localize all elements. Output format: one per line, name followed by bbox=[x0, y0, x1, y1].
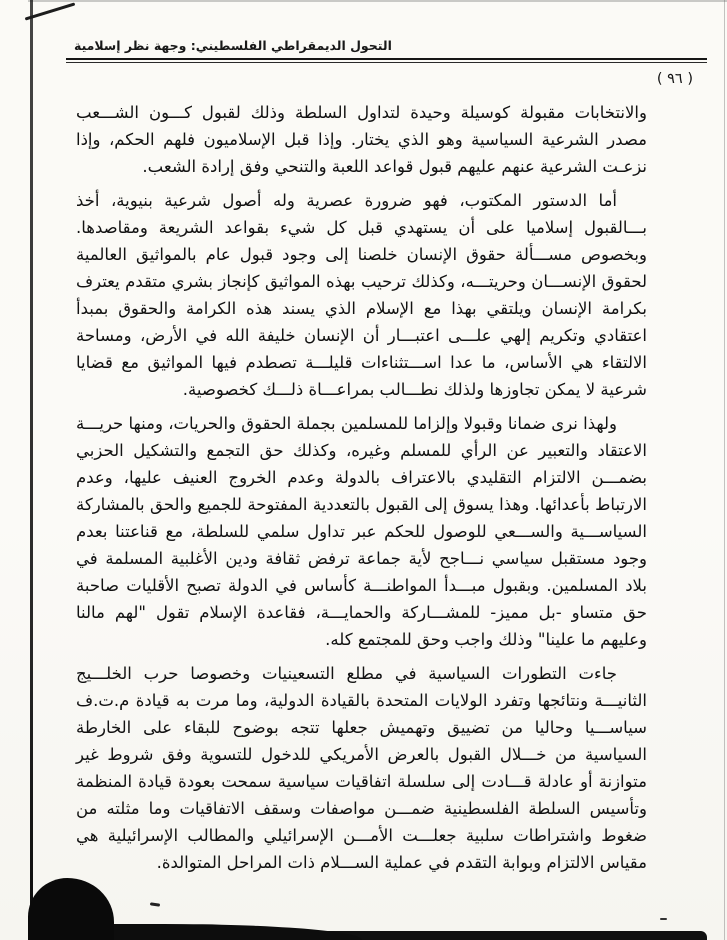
paragraph: ولهذا نرى ضمانا وقبولا وإلزاما للمسلمين بجملة الحقوق والحريات، ومنها حريـــة الاعتقاد والتعبير عن الرأي للمسلم وغيره، وكذلك حق التجمع والتشكيل الحزبي بضمـــن الالتزام التقليدي بالاعتراف بالدولة وعدم الخروج العنيف عليها، وعدم الارتباط بأعدائها. وهذا يسوق إلى القبول بالتعددية المفتوحة للجميع والحق بالمشاركة السياســـية والســـعي للوصول للحكم عبر تداول سلمي للسلطة، مع قناعتنا بعدم وجود مستقبل سياسي نـــاجح لأية جماعة ترفض ثقافة ودين الأغلبية المسلمة في بلاد المسلمين. وبقبول مبـــدأ المواطنـــة كأساس في الدولة تصبح الأقليات صاحبة حق متساو -بل مميز- للمشـــاركة والحمايـــة، فقاعدة الإسلام تقول "لهم مالنا وعليهم ما علينا" وذلك واجب وحق للمجتمع كله. bbox=[76, 414, 647, 649]
scan-artifact-top-edge bbox=[28, 0, 727, 2]
page-number: ( ٩٦ ) bbox=[656, 71, 693, 87]
running-header-title: التحول الديمقراطي الفلسطيني: وجهة نظر إسلامية bbox=[74, 38, 392, 53]
page-body bbox=[76, 99, 647, 890]
paragraph: أما الدستور المكتوب، فهو ضرورة عصرية وله أصول شرعية بنيوية، أخذ بـــالقبول إسلاميا على أن يستهدي قبل كل شيء بقواعد الشريعة ومقاصدها. وبخصوص مســـألة حقوق الإنسان خلصنا إلى وجود قبول عام بالمواثيق العالمية لحقوق الإنســـان وحريتـــه، وكذلك ترحيب بهذه المواثيق كإنجاز بشري متقدم يعترف بكرامة الإنسان ويلتقي بهذا مع الإسلام الذي يسند هذه الكرامة والحقوق بمبدأ اعتقادي وتكريم إلهي علـــى اعتبـــار أن الإنسان خليفة الله في الأرض، ومساحة الالتقاء هي الأساس، ما عدا اســـتثناءات قليلـــة تصطدم فيها المواثيق مع قضايا شرعية لا يمكن تجاوزها ولذلك نطـــالب بمراعـــاة ذلـــك كخصوصية. bbox=[76, 191, 647, 399]
scan-artifact-right-edge bbox=[724, 0, 725, 940]
paragraph: جاءت التطورات السياسية في مطلع التسعينيات وخصوصا حرب الخلـــيج الثانيـــة ونتائجها وتفرد الولايات المتحدة بالقيادة الدولية، وما مرت به قيادة م.ت.ف سياســـيا وحاليا من تضييق وتهميش جعلها تتجه بوضوح للبقاء على الخارطة السياسية من خـــلال القبول بالعرض الأمريكي للدخول للتسوية وفق شروط غير متوازنة أو عادلة قـــادت إلى سلسلة اتفاقيات سياسية سمحت بعودة قيادة المنظمة وتأسيس السلطة الفلسطينية ضمـــن مواصفات وسقف الاتفاقيات وما مثلته من ضغوط واشتراطات سلبية جعلـــت الأمـــن الإسرائيلي والمطالب الإسرائيلية هي مقياس الالتزام وبوابة التقدم في عملية الســـلام ذات المراحل المتوالدة. bbox=[76, 664, 647, 872]
scan-artifact-speck bbox=[150, 902, 160, 906]
scan-artifact-speck bbox=[660, 918, 667, 920]
header-rule bbox=[66, 58, 707, 63]
scan-artifact-left-edge bbox=[30, 0, 33, 940]
paragraph: والانتخابات مقبولة كوسيلة وحيدة لتداول السلطة وذلك لقبول كـــون الشـــعب مصدر الشرعية السياسية وهو الذي يختار. وإذا قبل الإسلاميون فلهم الحكم، وإذا نزعـت الشرعية عنهم عليهم قبول قواعد اللعبة والتنحي وفق إرادة الشعب. bbox=[76, 103, 647, 176]
